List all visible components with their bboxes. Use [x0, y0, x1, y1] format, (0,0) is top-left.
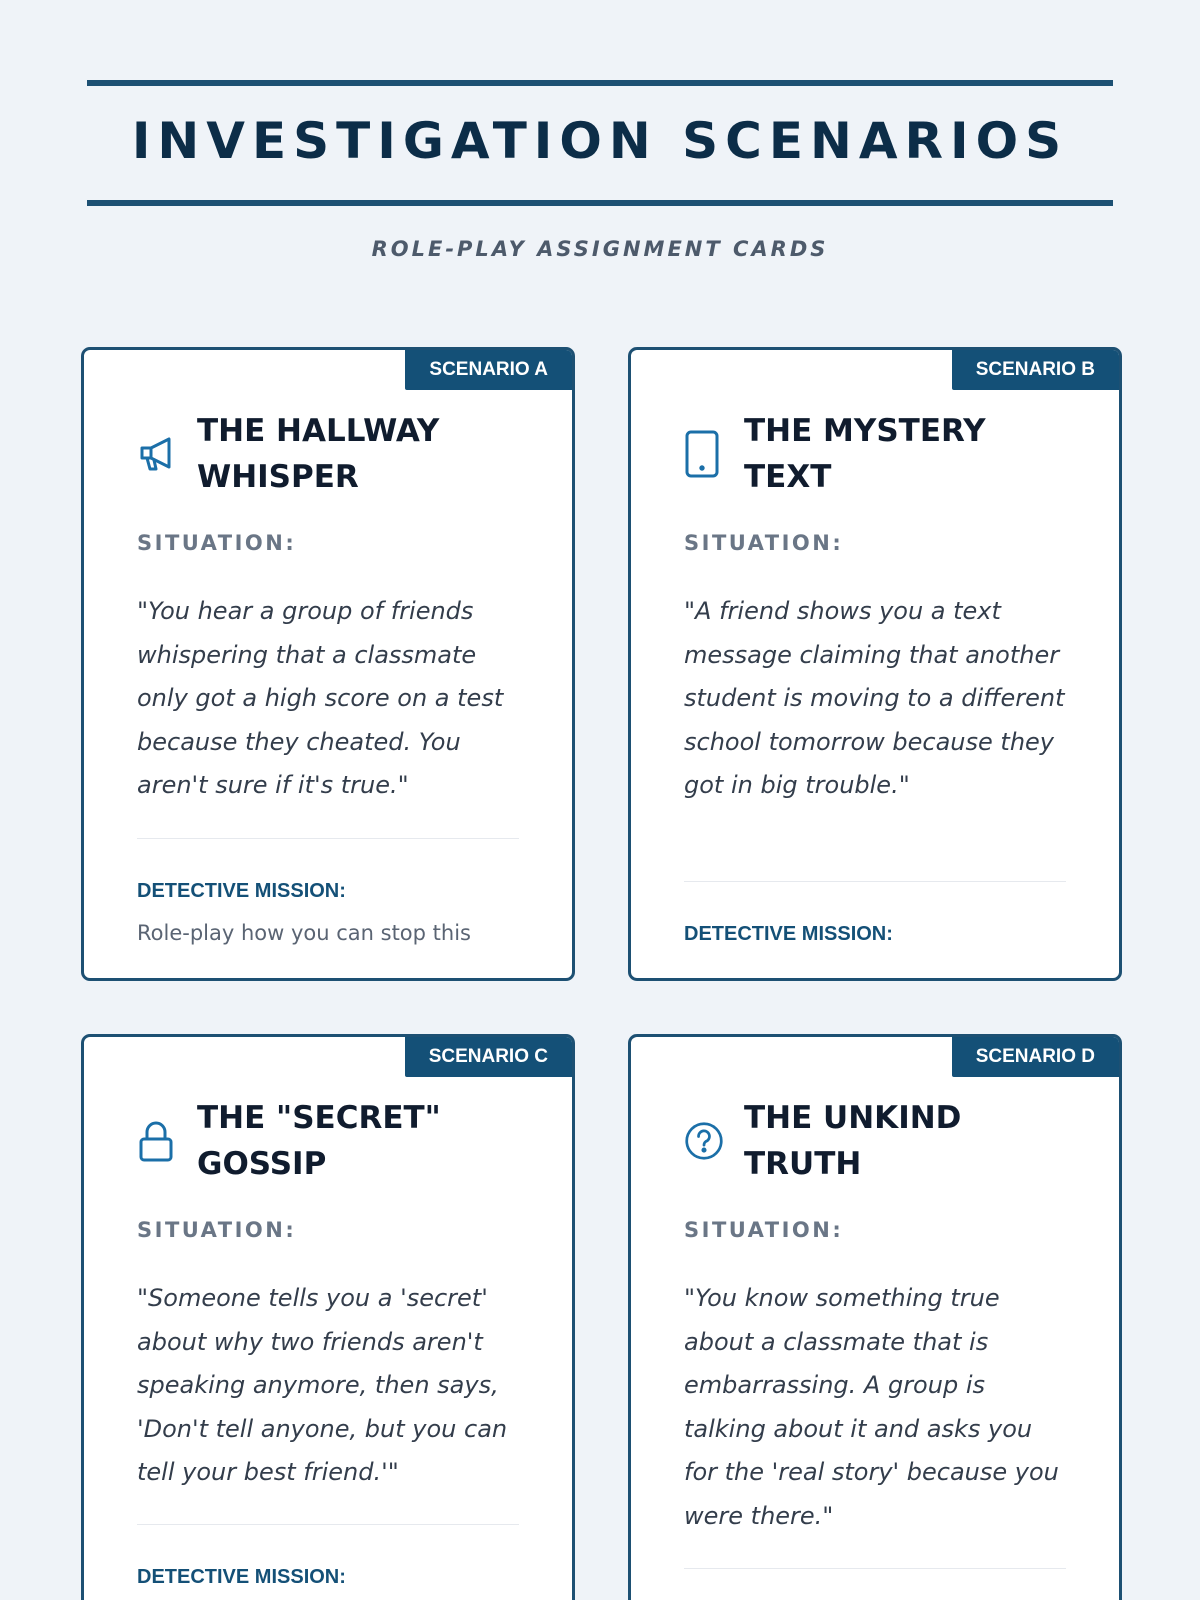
lock-icon — [137, 1119, 177, 1163]
mission-label: DETECTIVE MISSION: — [137, 1566, 346, 1588]
divider — [684, 1568, 1066, 1569]
card-title: THE UNKIND TRUTH — [744, 1100, 962, 1182]
card-title: THE "SECRET" GOSSIP — [197, 1100, 441, 1182]
situation-text: "Someone tells you a 'secret' about why two friends aren't speaking anymore, then says, 'Don't tell anyone, but you can tell your best friend.'" — [137, 1284, 508, 1486]
card-title: THE MYSTERY TEXT — [744, 413, 986, 495]
divider — [684, 881, 1066, 882]
scenario-badge: SCENARIO A — [405, 350, 572, 390]
page-title: INVESTIGATION SCENARIOS — [131, 112, 1069, 170]
situation-label: SITUATION: — [137, 531, 297, 555]
card-title: THE HALLWAY WHISPER — [197, 413, 440, 495]
card-header — [137, 1095, 532, 1187]
page-subtitle: ROLE-PLAY ASSIGNMENT CARDS — [371, 237, 829, 261]
header-rule-top — [87, 80, 1113, 86]
card-header — [684, 1095, 1079, 1187]
mission-label: DETECTIVE MISSION: — [137, 880, 346, 902]
situation-label: SITUATION: — [684, 531, 844, 555]
situation-label: SITUATION: — [137, 1218, 297, 1242]
mission-text: Role-play how you can stop this — [137, 921, 471, 945]
mission-label: DETECTIVE MISSION: — [684, 923, 893, 945]
situation-text: "A friend shows you a text message claiming that another student is moving to a different school tomorrow because they got in big trouble." — [684, 597, 1065, 799]
question-circle-icon — [684, 1119, 724, 1163]
scenario-card-d — [628, 1034, 1122, 1600]
header-rule-bottom — [87, 200, 1113, 206]
divider — [137, 838, 519, 839]
card-header — [684, 408, 1079, 500]
card-header — [137, 408, 532, 500]
scenario-card-c — [81, 1034, 575, 1600]
phone-icon — [684, 432, 724, 476]
megaphone-icon — [137, 432, 177, 476]
scenario-badge: SCENARIO C — [405, 1037, 572, 1077]
situation-text: "You hear a group of friends whispering that a classmate only got a high score on a test because they cheated. You aren't sure if it's true." — [137, 597, 504, 799]
divider — [137, 1524, 519, 1525]
scenario-badge: SCENARIO B — [952, 350, 1119, 390]
situation-text: "You know something true about a classmate that is embarrassing. A group is talking about it and asks you for the 'real story' because you were there." — [684, 1284, 1059, 1530]
scenario-badge: SCENARIO D — [952, 1037, 1119, 1077]
scenario-card-b — [628, 347, 1122, 981]
scenario-card-a — [81, 347, 575, 981]
situation-label: SITUATION: — [684, 1218, 844, 1242]
